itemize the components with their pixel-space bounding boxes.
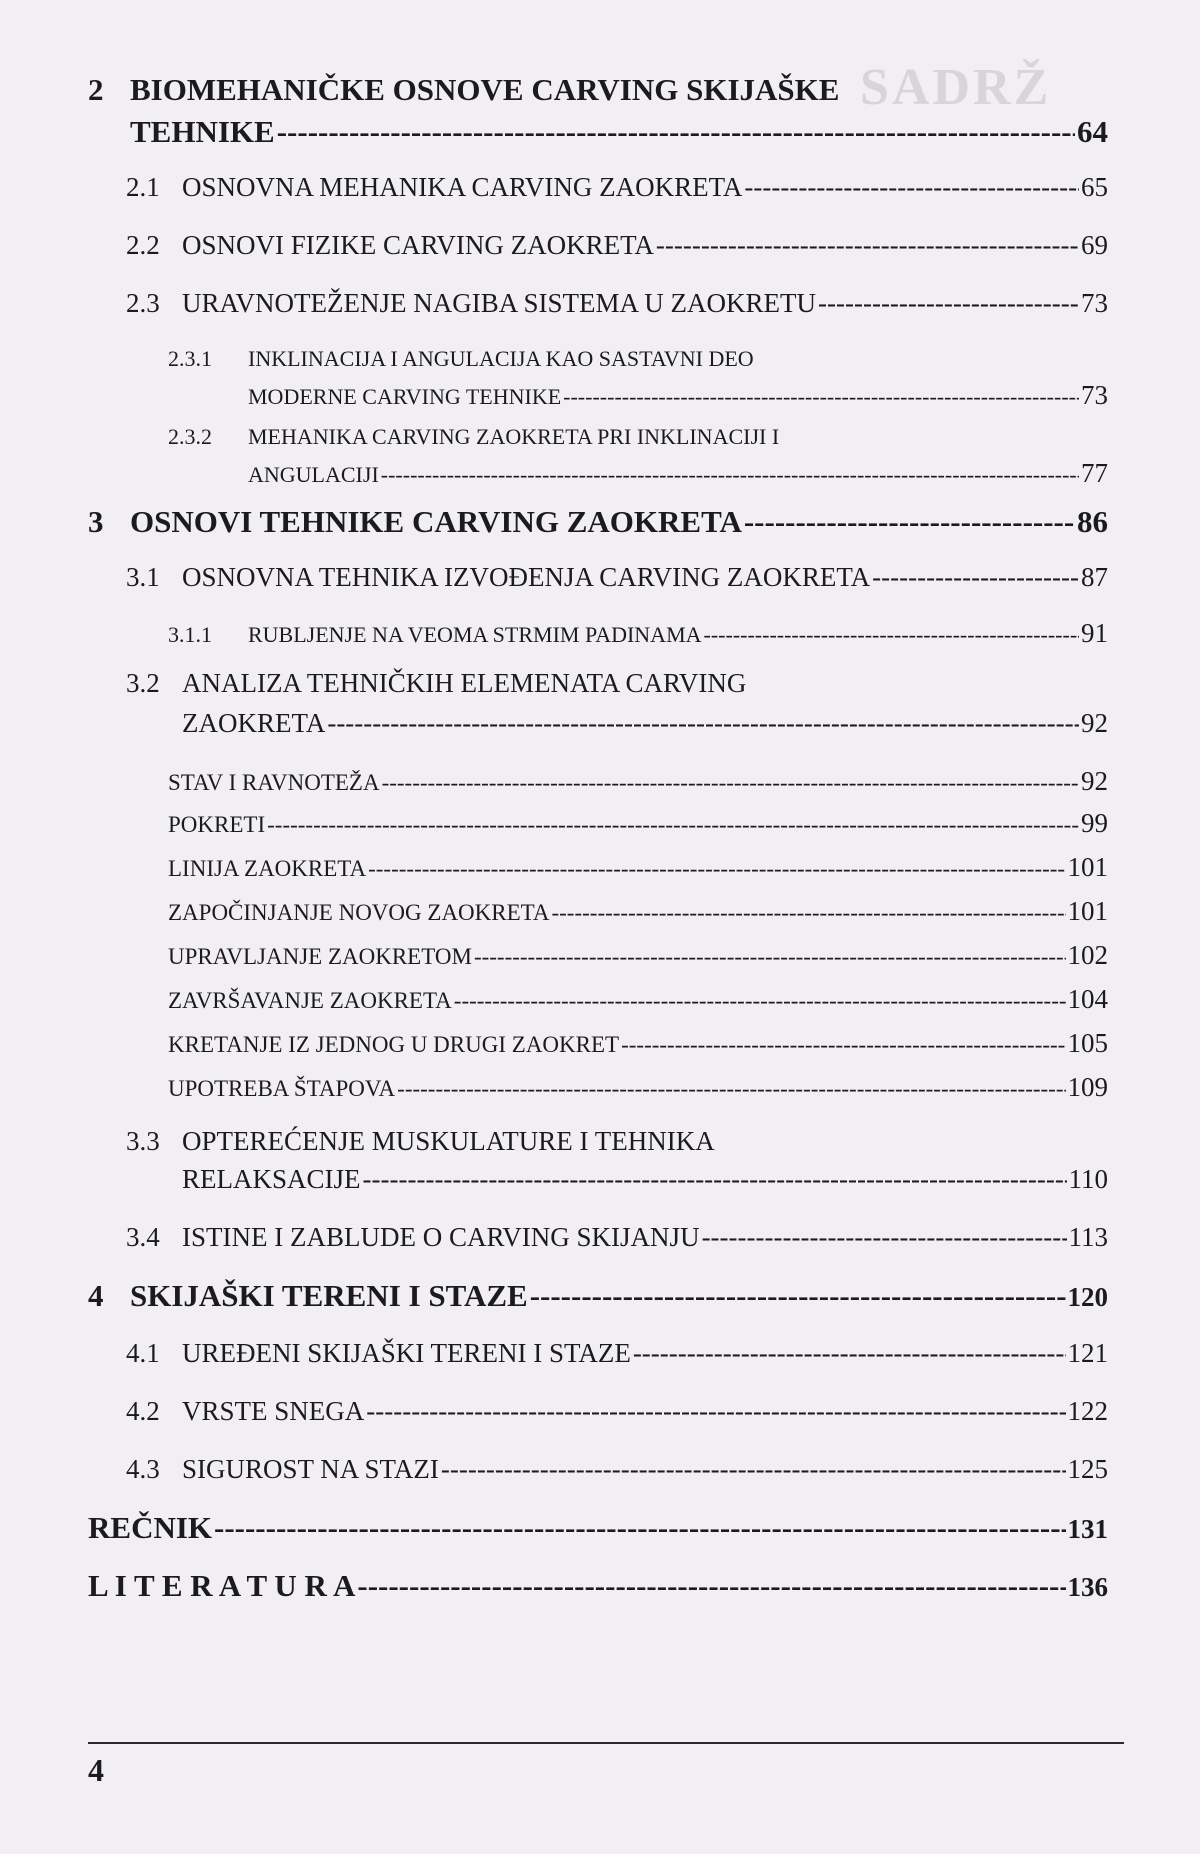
toc-entry-chapter-3[interactable] [88,504,1108,540]
toc-entry-2-3[interactable] [126,288,1108,319]
toc-number: 2 [88,72,104,107]
toc-entry-3-3-line1[interactable] [126,1126,715,1157]
toc-entry-2-3-2-line2[interactable] [248,458,1108,489]
toc-page-number: 69 [1081,230,1108,260]
toc-entry-upravljanje-zaokretom[interactable] [168,940,1108,971]
toc-leader [474,944,1066,970]
toc-title: KRETANJE IZ JEDNOG U DRUGI ZAOKRET [168,1032,620,1057]
toc-number: 4.3 [126,1454,160,1484]
toc-leader [530,1278,1066,1314]
toc-number: 2.3.1 [168,346,212,371]
toc-number: 3.4 [126,1222,160,1252]
toc-number: 3.2 [126,668,160,698]
toc-page-number: 105 [1067,1028,1108,1058]
toc-title: LINIJA ZAOKRETA [168,856,367,881]
toc-title: MEHANIKA CARVING ZAOKRETA PRI INKLINACIJI I [248,424,780,449]
toc-number: 3.1 [126,562,160,592]
toc-leader [382,770,1079,796]
toc-title: ISTINE I ZABLUDE O CARVING SKIJANJU [182,1222,700,1252]
toc-page-number: 131 [1067,1514,1108,1544]
toc-title: UPOTREBA ŠTAPOVA [168,1076,396,1101]
toc-entry-4-2[interactable] [126,1396,1108,1427]
page-number: 4 [88,1752,104,1788]
toc-entry-4-1[interactable] [126,1338,1108,1369]
toc-leader [368,856,1065,882]
toc-title: ZAPOČINJANJE NOVOG ZAOKRETA [168,900,550,925]
toc-leader [704,622,1079,648]
toc-page-number: 73 [1081,288,1108,318]
toc-number: 4.2 [126,1396,160,1426]
toc-title-cont: ZAOKRETA [182,708,326,738]
toc-leader [366,1396,1065,1427]
toc-page-number: 86 [1077,504,1108,539]
show-through-heading: SADRŽ [860,59,1052,116]
toc-entry-zavrsavanje-zaokreta[interactable] [168,984,1108,1015]
toc-page-number: 91 [1081,618,1108,648]
toc-title: SIGUROST NA STAZI [182,1454,439,1484]
toc-entry-upotreba-stapova[interactable] [168,1072,1108,1103]
toc-entry-recnik[interactable] [88,1510,1108,1546]
toc-entry-zapocinjanje-novog-zaokreta[interactable] [168,896,1108,927]
toc-entry-4-3[interactable] [126,1454,1108,1485]
toc-title-cont: ANGULACIJI [248,462,379,487]
toc-leader [744,172,1079,203]
footer-rule [88,1742,1124,1744]
toc-entry-2-1[interactable] [126,172,1108,203]
toc-title: POKRETI [168,812,266,837]
toc-title: URAVNOTEŽENJE NAGIBA SISTEMA U ZAOKRETU [182,288,816,318]
toc-entry-2-2[interactable] [126,230,1108,261]
toc-entry-chapter-2-line1[interactable] [88,72,839,108]
toc-title: REČNIK [88,1510,213,1545]
toc-entry-3-4[interactable] [126,1222,1108,1253]
toc-page-number: 77 [1081,458,1108,488]
toc-page-number: 101 [1067,852,1108,882]
toc-leader [454,988,1066,1014]
toc-title: BIOMEHANIČKE OSNOVE CARVING SKIJAŠKE [130,72,840,107]
toc-number: 4.1 [126,1338,160,1368]
toc-entry-3-2-line1[interactable] [126,668,746,699]
toc-title-cont: RELAKSACIJE [182,1164,361,1194]
toc-title: OPTEREĆENJE MUSKULATURE I TEHNIKA [182,1126,715,1156]
toc-entry-kretanje-iz-jednog-u-drugi[interactable] [168,1028,1108,1059]
toc-leader [563,384,1079,410]
toc-title: OSNOVI TEHNIKE CARVING ZAOKRETA [130,504,742,539]
toc-title: UREĐENI SKIJAŠKI TERENI I STAZE [182,1338,631,1368]
toc-number: 3 [88,504,104,539]
toc-entry-2-3-1-line2[interactable] [248,380,1108,411]
toc-number: 2.3.2 [168,424,212,449]
toc-page-number: 92 [1081,708,1108,738]
toc-entry-3-2-line2[interactable] [182,708,1108,739]
toc-entry-pokreti[interactable] [168,808,1108,839]
toc-title: RUBLJENJE NA VEOMA STRMIM PADINAMA [248,622,702,647]
toc-number: 3.1.1 [168,622,212,647]
toc-leader [397,1076,1065,1102]
toc-title: STAV I RAVNOTEŽA [168,770,380,795]
toc-leader [381,462,1079,488]
toc-leader [267,812,1079,838]
toc-page-number: 101 [1067,896,1108,926]
toc-entry-2-3-1-line1[interactable] [168,346,754,372]
toc-title: ANALIZA TEHNIČKIH ELEMENATA CARVING [182,668,747,698]
toc-page-number: 104 [1067,984,1108,1014]
toc-title: OSNOVNA TEHNIKA IZVOĐENJA CARVING ZAOKRETA [182,562,871,592]
toc-entry-chapter-4[interactable] [88,1278,1108,1314]
toc-page-number: 110 [1068,1164,1108,1194]
toc-page-number: 73 [1081,380,1108,410]
toc-number: 2.2 [126,230,160,260]
toc-title: UPRAVLJANJE ZAOKRETOM [168,944,472,969]
toc-entry-chapter-2-line2[interactable] [130,114,1108,150]
toc-page-number: 136 [1067,1572,1108,1602]
toc-page-number: 109 [1067,1072,1108,1102]
toc-leader [441,1454,1066,1485]
toc-number: 2.3 [126,288,160,318]
toc-leader [656,230,1079,261]
toc-title: L I T E R A T U R A [88,1568,356,1603]
toc-entry-2-3-2-line1[interactable] [168,424,779,450]
toc-leader [357,1568,1065,1604]
toc-page-number: 102 [1067,940,1108,970]
toc-entry-3-1-1[interactable] [168,618,1108,649]
toc-leader [702,1222,1067,1253]
toc-leader [633,1338,1066,1369]
toc-title: OSNOVI FIZIKE CARVING ZAOKRETA [182,230,654,260]
toc-title: SKIJAŠKI TERENI I STAZE [130,1278,528,1313]
toc-page-number: 125 [1067,1454,1108,1484]
toc-number: 4 [88,1278,104,1313]
toc-page-number: 92 [1081,766,1108,796]
toc-leader [214,1510,1065,1546]
toc-leader [363,1164,1067,1195]
toc-leader [818,288,1079,319]
toc-title-cont: TEHNIKE [130,114,275,149]
toc-title: ZAVRŠAVANJE ZAOKRETA [168,988,452,1013]
toc-page-number: 87 [1081,562,1108,592]
toc-page-number: 122 [1067,1396,1108,1426]
toc-page-number: 99 [1081,808,1108,838]
toc-title: INKLINACIJA I ANGULACIJA KAO SASTAVNI DEO [248,346,754,371]
toc-entry-3-1[interactable] [126,562,1108,593]
toc-entry-linija-zaokreta[interactable] [168,852,1108,883]
toc-number: 3.3 [126,1126,160,1156]
toc-page-number: 120 [1067,1282,1108,1312]
toc-entry-3-3-line2[interactable] [182,1164,1108,1195]
toc-leader [872,562,1079,593]
toc-page-number: 121 [1067,1338,1108,1368]
toc-page-number: 113 [1068,1222,1108,1252]
toc-entry-literatura[interactable] [88,1568,1108,1604]
toc-title: VRSTE SNEGA [182,1396,365,1426]
toc-number: 2.1 [126,172,160,202]
toc-title-cont: MODERNE CARVING TEHNIKE [248,384,562,409]
toc-entry-stav-i-ravnoteza[interactable] [168,766,1108,797]
toc-leader [327,708,1079,739]
toc-leader [621,1032,1065,1058]
toc-page-number: 65 [1081,172,1108,202]
toc-page-number: 64 [1077,114,1108,149]
toc-leader [744,504,1075,540]
toc-title: OSNOVNA MEHANIKA CARVING ZAOKRETA [182,172,743,202]
toc-leader [277,114,1075,150]
toc-leader [551,900,1065,926]
